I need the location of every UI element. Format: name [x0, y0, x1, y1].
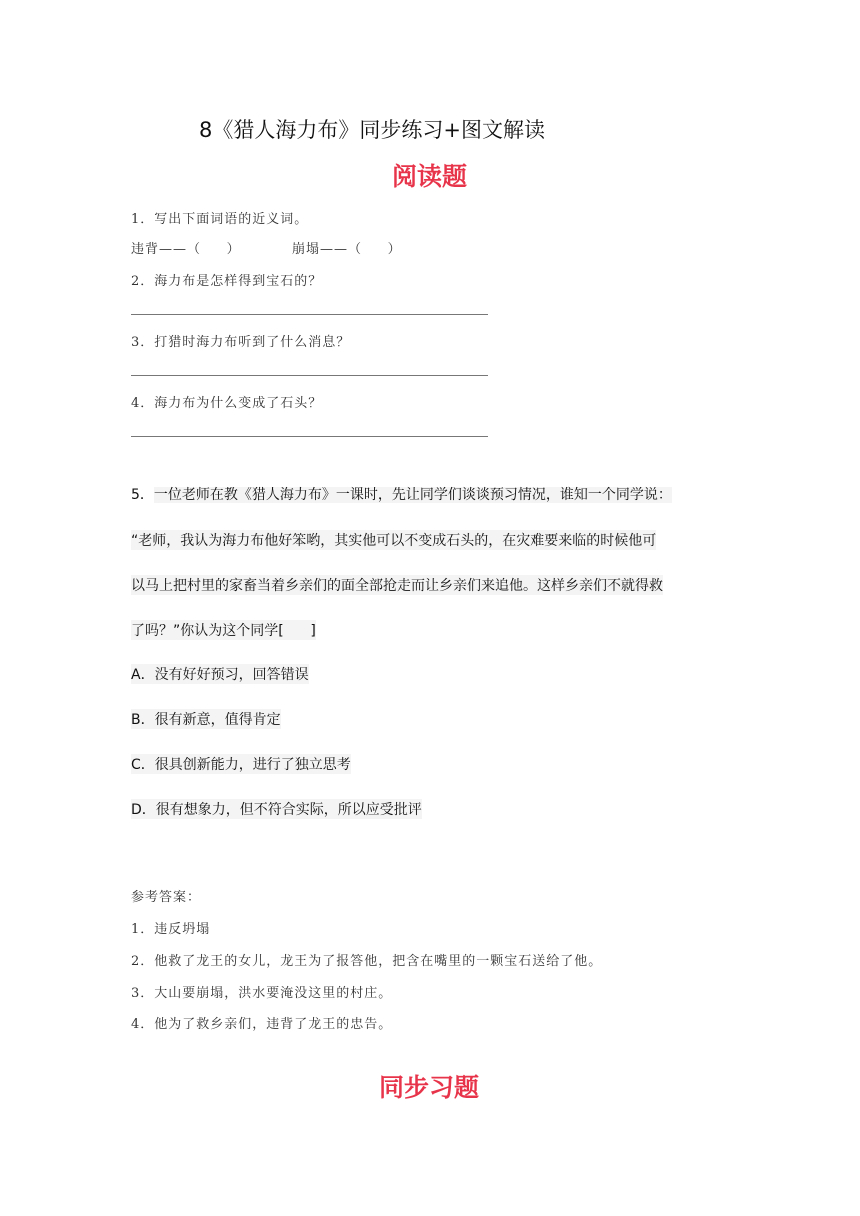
section-heading-sync: 同步习题 — [379, 1073, 480, 1102]
answer-line-4 — [131, 436, 488, 437]
option-b: B．很有新意，值得肯定 — [131, 709, 281, 729]
question-3: 3．打猎时海力布听到了什么消息？ — [131, 335, 351, 350]
question-1: 1．写出下面词语的近义词。 — [131, 212, 309, 227]
question-4: 4．海力布为什么变成了石头？ — [131, 396, 323, 411]
answer-4: 4．他为了救乡亲们，违背了龙王的忠告。 — [131, 1017, 393, 1032]
question-5-line-4: 了吗？”你认为这个同学[ ] — [131, 620, 316, 640]
question-5-number: 5． — [131, 487, 154, 503]
option-d: D．很有想象力，但不符合实际，所以应受批评 — [131, 799, 422, 819]
option-a: A．没有好好预习，回答错误 — [131, 664, 309, 684]
question-5-line-2: “老师，我认为海力布他好笨哟，其实他可以不变成石头的，在灾难要来临的时候他可 — [131, 530, 656, 550]
answer-1: 1．违反坍塌 — [131, 922, 211, 937]
answers-label: 参考答案： — [131, 890, 202, 905]
section-heading-reading: 阅读题 — [392, 162, 468, 191]
question-5-text: 一位老师在教《猎人海力布》一课时，先让同学们谈谈预习情况，谁知一个同学说： — [153, 487, 672, 503]
answer-2: 2．他救了龙王的女儿，龙王为了报答他，把含在嘴里的一颗宝石送给了他。 — [131, 954, 603, 969]
answer-line-3 — [131, 375, 488, 376]
answer-line-2 — [131, 314, 488, 315]
question-2: 2．海力布是怎样得到宝石的？ — [131, 274, 323, 289]
option-c: C．很具创新能力，进行了独立思考 — [131, 754, 351, 774]
question-5-line-1 — [131, 484, 672, 504]
question-1-blanks: 违背——（ ） 崩塌——（ ） — [131, 242, 402, 257]
question-5-line-3: 以马上把村里的家畜当着乡亲们的面全部抢走而让乡亲们来追他。这样乡亲们不就得救 — [131, 575, 663, 595]
answer-3: 3．大山要崩塌，洪水要淹没这里的村庄。 — [131, 986, 393, 1001]
document-title: 8《猎人海力布》同步练习+图文解读 — [199, 118, 545, 142]
